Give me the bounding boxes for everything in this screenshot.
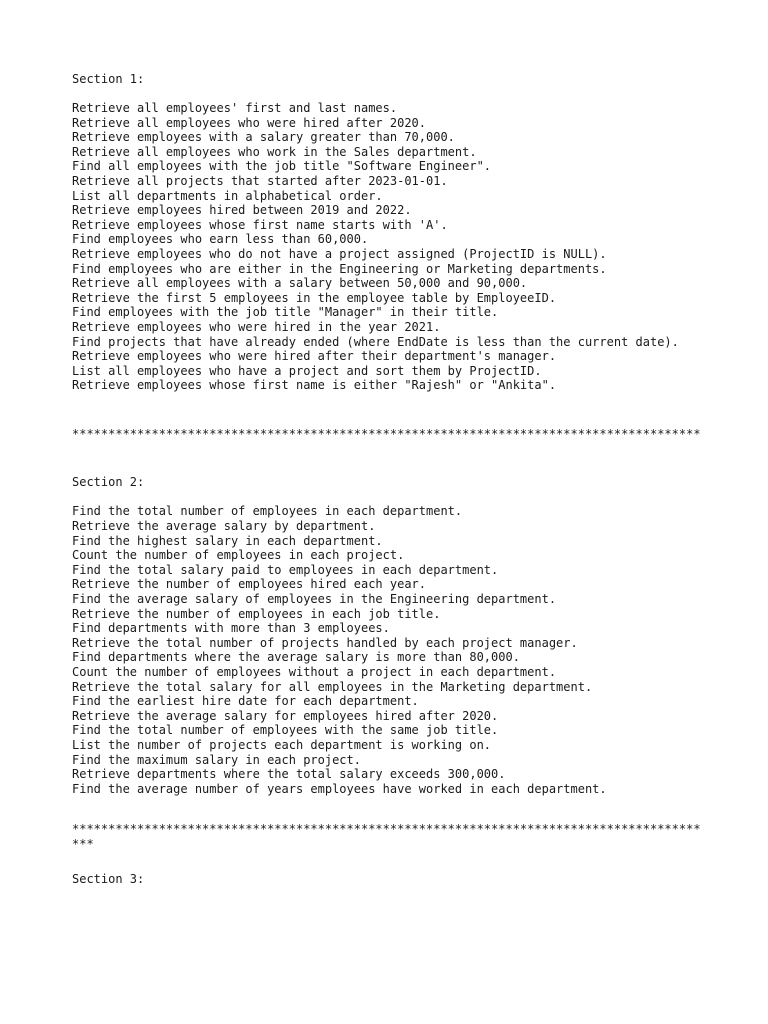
list-item: Retrieve employees hired between 2019 and 2022. bbox=[72, 203, 412, 218]
list-item: Retrieve the average salary for employees hired after 2020. bbox=[72, 708, 499, 723]
list-item: Retrieve the number of employees hired each year. bbox=[72, 577, 427, 592]
list-item: List all employees who have a project and sort them by ProjectID. bbox=[72, 363, 542, 378]
list-item: Retrieve employees whose first name is either "Rajesh" or "Ankita". bbox=[72, 378, 557, 393]
list-item: Retrieve employees who do not have a project assigned (ProjectID is NULL). bbox=[72, 246, 607, 261]
section-2-title: Section 2: bbox=[72, 475, 145, 490]
list-item: Retrieve all employees who were hired after 2020. bbox=[72, 115, 427, 130]
list-item: Retrieve the first 5 employees in the employee table by EmployeeID. bbox=[72, 290, 557, 305]
list-item: Find the maximum salary in each project. bbox=[72, 752, 361, 767]
document-page bbox=[72, 71, 702, 887]
list-item: Find the average salary of employees in the Engineering department. bbox=[72, 592, 557, 607]
list-item: Retrieve departments where the total salary exceeds 300,000. bbox=[72, 767, 506, 782]
asterisk-divider: ****************************************************************************************** bbox=[72, 822, 701, 851]
list-item: Find employees with the job title "Manager" in their title. bbox=[72, 305, 499, 320]
list-item: Find the earliest hire date for each department. bbox=[72, 694, 419, 709]
list-item: Find departments where the average salary is more than 80,000. bbox=[72, 650, 520, 665]
list-item: Count the number of employees without a project in each department. bbox=[72, 665, 557, 679]
list-item: Find employees who are either in the Engineering or Marketing departments. bbox=[72, 261, 607, 276]
list-item: Retrieve the total salary for all employees in the Marketing department. bbox=[72, 679, 593, 694]
list-item: Find the total number of employees with the same job title. bbox=[72, 723, 499, 738]
section-1 bbox=[72, 71, 702, 393]
section-3 bbox=[72, 871, 702, 887]
list-item: Find all employees with the job title "Software Engineer". bbox=[72, 159, 492, 174]
list-item: List the number of projects each department is working on. bbox=[72, 737, 492, 752]
list-item: Retrieve employees who were hired in the year 2021. bbox=[72, 319, 441, 334]
list-item: Find projects that have already ended (where EndDate is less than the current date). bbox=[72, 334, 679, 349]
list-item: List all departments in alphabetical order. bbox=[72, 188, 383, 203]
section-1-title: Section 1: bbox=[72, 72, 145, 86]
list-item: Retrieve all employees who work in the Sales department. bbox=[72, 144, 477, 159]
list-item: Retrieve all employees with a salary between 50,000 and 90,000. bbox=[72, 276, 528, 291]
list-item: Retrieve employees with a salary greater than 70,000. bbox=[72, 130, 455, 145]
list-item: Find employees who earn less than 60,000. bbox=[72, 232, 369, 247]
list-item: Retrieve employees whose first name starts with 'A'. bbox=[72, 217, 448, 232]
list-item: Retrieve employees who were hired after their department's manager. bbox=[72, 349, 557, 364]
list-item: Retrieve all projects that started after 2023-01-01. bbox=[72, 173, 448, 188]
list-item: Retrieve the number of employees in each job title. bbox=[72, 606, 441, 621]
list-item: Find departments with more than 3 employees. bbox=[72, 621, 390, 636]
section-1-items bbox=[72, 101, 702, 393]
section-2 bbox=[72, 474, 702, 796]
list-item: Find the total number of employees in each department. bbox=[72, 504, 463, 519]
list-item: Find the total salary paid to employees in each department. bbox=[72, 562, 499, 577]
list-item: Count the number of employees in each project. bbox=[72, 548, 405, 563]
list-item: Retrieve all employees' first and last names. bbox=[72, 101, 398, 115]
list-item: Retrieve the average salary by department. bbox=[72, 519, 376, 534]
list-item: Find the average number of years employees have worked in each department. bbox=[72, 781, 607, 796]
list-item: Retrieve the total number of projects handled by each project manager. bbox=[72, 635, 578, 650]
section-3-title: Section 3: bbox=[72, 871, 145, 886]
asterisk-divider: *************************************************************************************** bbox=[72, 426, 701, 441]
list-item: Find the highest salary in each department. bbox=[72, 533, 383, 548]
section-2-items bbox=[72, 504, 702, 796]
